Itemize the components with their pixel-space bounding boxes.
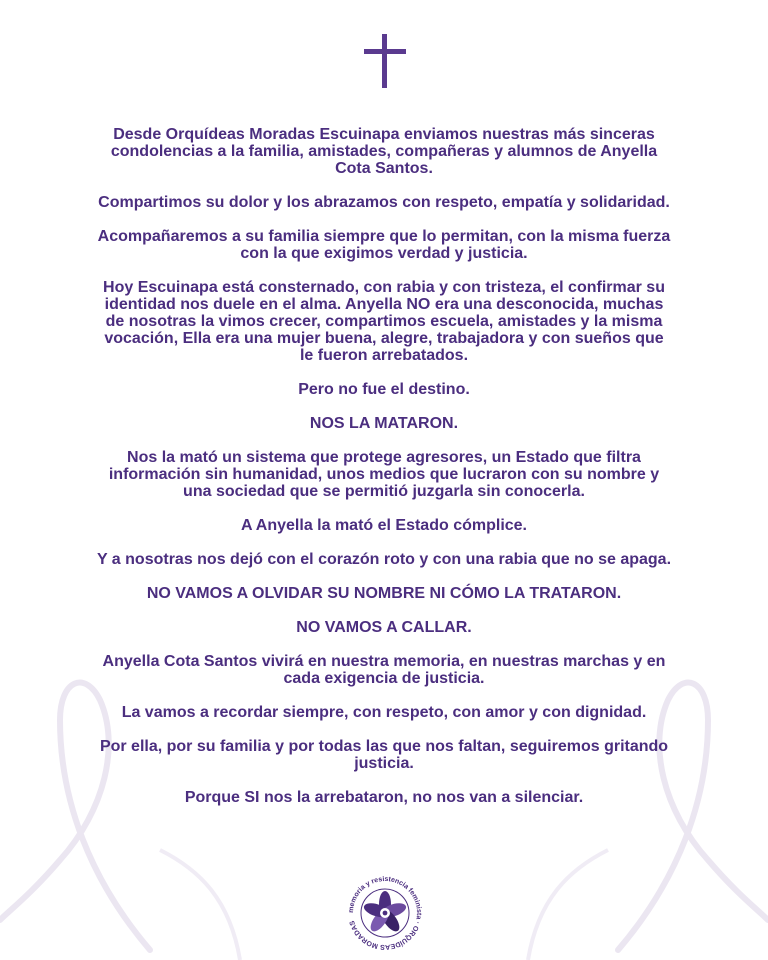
svg-text:memoria y resistencia feminist: memoria y resistencia feminista · ORQUÍDEAS MORADAS <box>347 875 423 951</box>
paragraph-accompany: Acompañaremos a su familia siempre que lo permitan, con la misma fuerza con la que exigimos verdad y justicia. <box>97 228 671 262</box>
paragraph-not-destiny: Pero no fue el destino. <box>298 381 470 398</box>
paragraph-memory: Anyella Cota Santos vivirá en nuestra memoria, en nuestras marchas y en cada exigencia de justicia. <box>102 653 666 687</box>
paragraph-killed: NOS LA MATARON. <box>309 415 459 432</box>
paragraph-not-forget: NO VAMOS A OLVIDAR SU NOMBRE NI CÓMO LA TRATARON. <box>146 585 622 602</box>
statement-text <box>96 126 672 823</box>
paragraph-remember: La vamos a recordar siempre, con respeto, con amor y con dignidad. <box>121 704 647 721</box>
cross-icon <box>364 34 406 88</box>
orquideas-moradas-logo <box>340 874 430 952</box>
paragraph-state: A Anyella la mató el Estado cómplice. <box>240 517 527 534</box>
paragraph-shared-pain: Compartimos su dolor y los abrazamos con respeto, empatía y solidaridad. <box>98 194 670 211</box>
paragraph-condolences: Desde Orquídeas Moradas Escuinapa enviamos nuestras más sinceras condolencias a la familia, amistades, compañeras y alumnos de Anyella Cota Santos. <box>110 126 658 177</box>
paragraph-broken-heart: Y a nosotras nos dejó con el corazón roto y con una rabia que no se apaga. <box>96 551 672 568</box>
paragraph-closing: Porque SI nos la arrebataron, no nos van a silenciar. <box>184 789 584 806</box>
paragraph-not-silent: NO VAMOS A CALLAR. <box>296 619 472 636</box>
paragraph-escuinapa: Hoy Escuinapa está consternado, con rabia y con tristeza, el confirmar su identidad nos duele en el alma. Anyella NO era una desconocida, muchas de nosotras la vimos crecer, compartimos escuela, amistades y la misma vocación, Ella era una mujer buena, alegre, trabajadora y con sueños que le fueron arrebatados. <box>103 279 665 364</box>
paragraph-system: Nos la mató un sistema que protege agresores, un Estado que filtra información sin humanidad, unos medios que lucraron con su nombre y una sociedad que se permitió juzgarla sin conocerla. <box>108 449 660 500</box>
paragraph-justice: Por ella, por su familia y por todas las que nos faltan, seguiremos gritando justicia. <box>99 738 669 772</box>
